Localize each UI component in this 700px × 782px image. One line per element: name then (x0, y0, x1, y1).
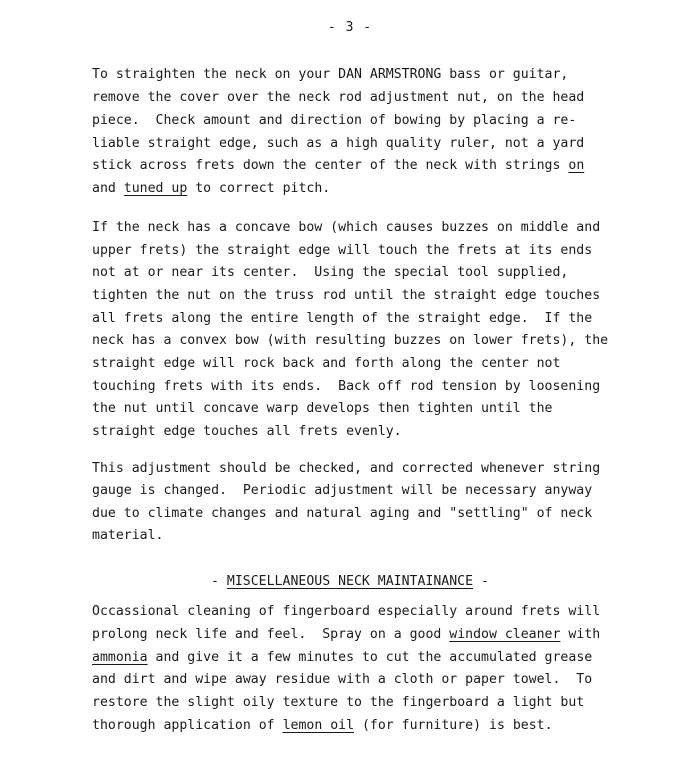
text-line: remove the cover over the neck rod adjustment nut, on the head (92, 90, 585, 105)
text-line: tighten the nut on the truss rod until the straight edge touches (92, 288, 601, 303)
text-line: If the neck has a concave bow (which causes buzzes on middle and (92, 220, 601, 235)
text-line: liable straight edge, such as a high quality ruler, not a yard (92, 136, 585, 151)
heading-suffix: - (473, 574, 489, 589)
text-segment: stick across frets down the center of the neck with strings (92, 158, 569, 173)
text-line: the nut until concave warp develops then tighten until the (92, 401, 553, 416)
text-line (92, 158, 584, 174)
text-line: due to climate changes and natural aging and "settling" of neck (92, 506, 593, 521)
text-line: To straighten the neck on your DAN ARMSTRONG bass or guitar, (92, 67, 569, 82)
underlined-phrase: lemon oil (282, 718, 355, 733)
text-line (92, 181, 330, 197)
text-line: not at or near its center. Using the special tool supplied, (92, 265, 569, 280)
text-line: and dirt and wipe away residue with a cloth or paper towel. To (92, 672, 593, 687)
text-line: neck has a convex bow (with resulting buzzes on lower frets), the (92, 333, 609, 348)
text-line: material. (92, 528, 164, 543)
heading-prefix: - (211, 574, 227, 589)
underlined-phrase: window cleaner (449, 627, 561, 642)
text-line: piece. Check amount and direction of bowing by placing a re- (92, 113, 577, 128)
underlined-word: on (568, 158, 585, 173)
text-segment: and give it a few minutes to cut the accumulated grease (147, 650, 593, 665)
text-segment: to correct pitch. (187, 181, 331, 196)
underlined-word: ammonia (92, 650, 148, 665)
text-line (92, 650, 592, 666)
text-line: straight edge touches all frets evenly. (92, 424, 402, 439)
text-line: upper frets) the straight edge will touch the frets at its ends (92, 243, 593, 258)
text-segment: prolong neck life and feel. Spray on a good (92, 627, 450, 642)
text-segment: with (560, 627, 601, 642)
text-line: all frets along the entire length of the straight edge. If the (92, 311, 593, 326)
text-line: straight edge will rock back and forth along the center not (92, 356, 561, 371)
text-line (92, 718, 553, 734)
page-number: - 3 - (327, 20, 373, 35)
text-line: Occassional cleaning of fingerboard especially around frets will (92, 604, 601, 619)
text-segment: and (92, 181, 124, 196)
underlined-phrase: tuned up (123, 181, 188, 196)
text-line: restore the slight oily texture to the fingerboard a light but (92, 695, 585, 710)
text-line (92, 627, 600, 643)
text-line: gauge is changed. Periodic adjustment will be necessary anyway (92, 483, 593, 498)
text-line: This adjustment should be checked, and corrected whenever string (92, 461, 601, 476)
text-line: touching frets with its ends. Back off rod tension by loosening (92, 379, 601, 394)
heading-title: MISCELLANEOUS NECK MAINTAINANCE (226, 574, 474, 589)
text-segment: thorough application of (92, 718, 283, 733)
section-heading (0, 574, 700, 589)
text-segment: (for furniture) is best. (354, 718, 553, 733)
